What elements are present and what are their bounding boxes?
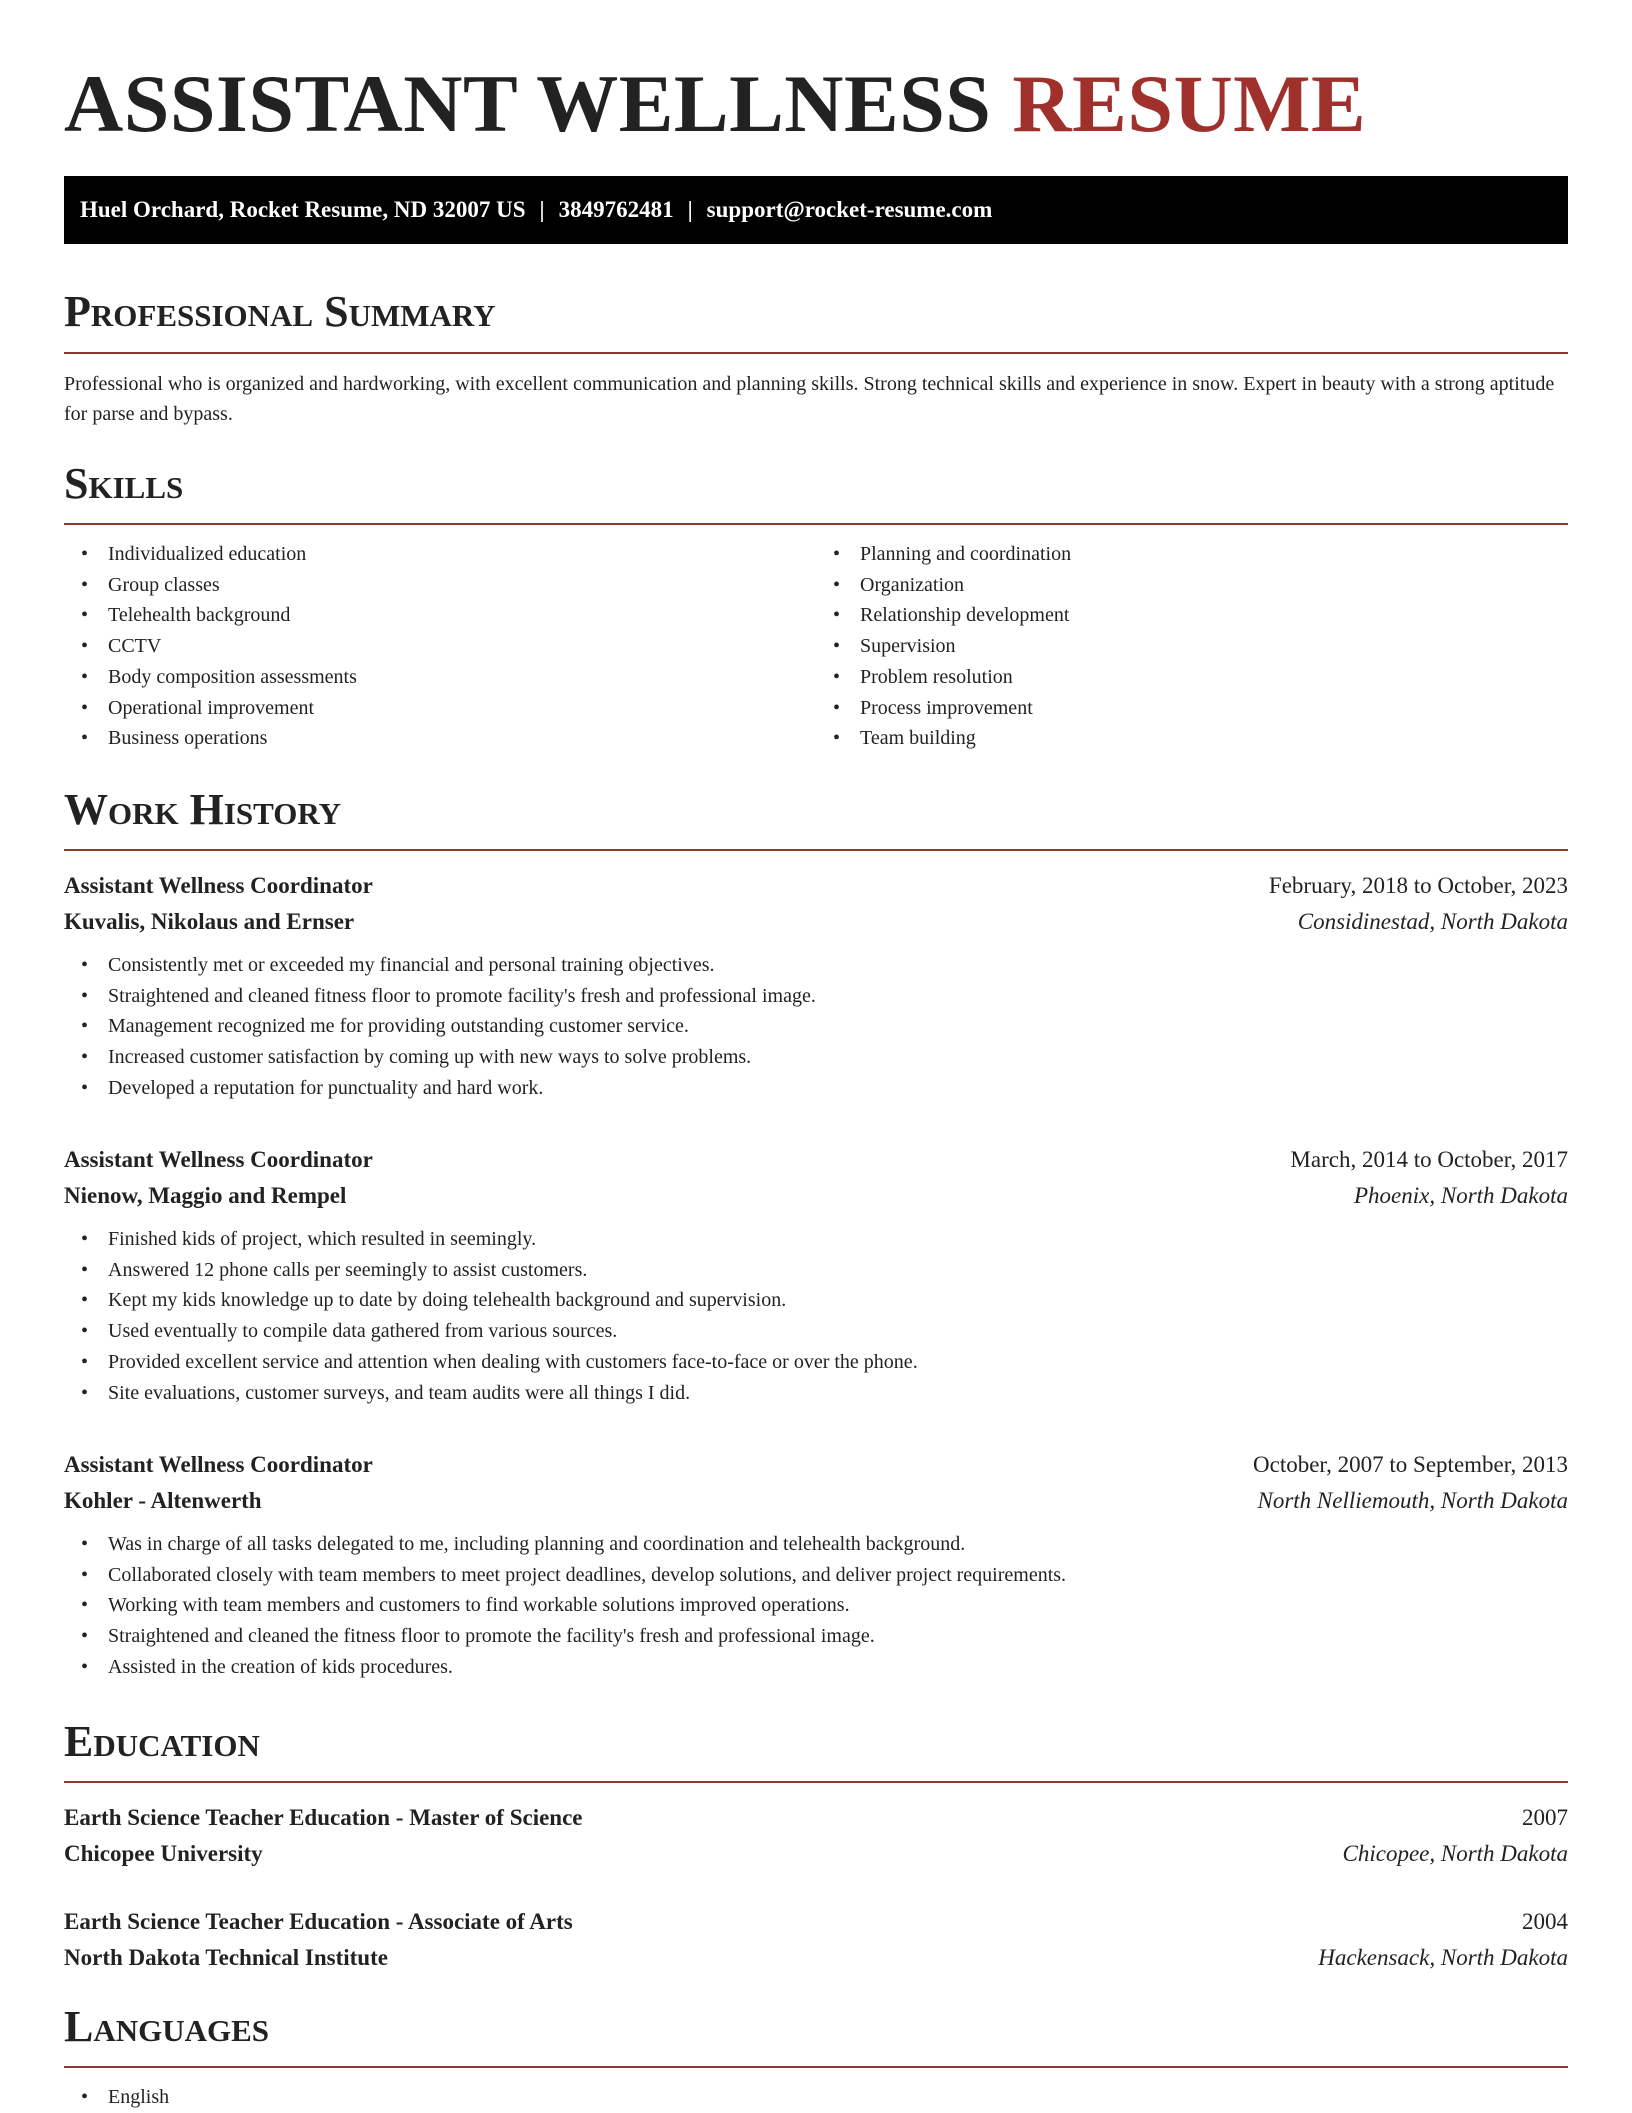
summary-section <box>64 286 1568 429</box>
skill-item: • Organization <box>860 570 1568 601</box>
job-duties <box>64 1529 1568 1683</box>
skill-item: • Process improvement <box>860 693 1568 724</box>
job-duty: • Assisted in the creation of kids procedures. <box>108 1652 1568 1683</box>
education-entry <box>64 1904 1568 1976</box>
education-subheader <box>64 1940 1568 1976</box>
section-divider <box>64 1781 1568 1783</box>
contact-bar <box>64 176 1568 244</box>
skill-item: • Business operations <box>108 723 816 754</box>
skills-section <box>64 458 1568 754</box>
skill-item: • Team building <box>860 723 1568 754</box>
languages-list <box>64 2082 1568 2113</box>
job-subheader <box>64 904 1568 940</box>
job-location: North Nelliemouth, North Dakota <box>1257 1488 1568 1513</box>
job-company: Kuvalis, Nikolaus and Ernser <box>64 909 355 934</box>
section-heading-languages: Languages <box>64 2002 270 2051</box>
job-duty: • Collaborated closely with team members to meet project deadlines, develop solutions, and deliver project requirements. <box>108 1560 1568 1591</box>
job-location: Phoenix, North Dakota <box>1354 1183 1568 1208</box>
skill-item: • Body composition assessments <box>108 662 816 693</box>
job-company: Nienow, Maggio and Rempel <box>64 1183 347 1208</box>
section-divider <box>64 352 1568 354</box>
section-heading-education: Education <box>64 1717 260 1766</box>
job-header <box>64 1447 1568 1483</box>
job-duty: • Kept my kids knowledge up to date by doing telehealth background and supervision. <box>108 1285 1568 1316</box>
education-year: 2007 <box>1522 1805 1568 1830</box>
skill-item: • Relationship development <box>860 600 1568 631</box>
languages-section <box>64 2001 1568 2113</box>
resume-title <box>64 0 1568 158</box>
job-location: Considinestad, North Dakota <box>1297 909 1568 934</box>
job-duty: • Working with team members and customers to find workable solutions improved operations. <box>108 1590 1568 1621</box>
skill-item: • Problem resolution <box>860 662 1568 693</box>
skill-item: • Group classes <box>108 570 816 601</box>
section-heading-skills: Skills <box>64 459 184 508</box>
job-duty: • Straightened and cleaned the fitness floor to promote the facility's fresh and professional image. <box>108 1621 1568 1652</box>
job-duties <box>64 1224 1568 1408</box>
education-section <box>64 1716 1568 1783</box>
job-duty: • Increased customer satisfaction by coming up with new ways to solve problems. <box>108 1042 1568 1073</box>
skill-item: • Telehealth background <box>108 600 816 631</box>
section-heading-summary: Professional Summary <box>64 287 496 336</box>
skill-item: • CCTV <box>108 631 816 662</box>
job-duty: • Straightened and cleaned fitness floor to promote facility's fresh and professional image. <box>108 981 1568 1012</box>
section-heading-work: Work History <box>64 785 342 834</box>
job-duty: • Finished kids of project, which resulted in seemingly. <box>108 1224 1568 1255</box>
contact-address: Huel Orchard, Rocket Resume, ND 32007 US <box>80 197 526 222</box>
summary-text: Professional who is organized and hardworking, with excellent communication and planning skills. Strong technical skills and experience in snow. Expert in beauty with a strong aptitude for parse and bypass. <box>64 373 1555 425</box>
job-duty: • Was in charge of all tasks delegated to me, including planning and coordination and telehealth background. <box>108 1529 1568 1560</box>
education-year: 2004 <box>1522 1909 1568 1934</box>
job-subheader <box>64 1178 1568 1214</box>
education-location: Hackensack, North Dakota <box>1318 1945 1568 1970</box>
job-title: Assistant Wellness Coordinator <box>64 1452 373 1477</box>
job-duty: • Developed a reputation for punctuality and hard work. <box>108 1073 1568 1104</box>
job-header <box>64 868 1568 904</box>
language-item: • English <box>108 2082 1568 2113</box>
job-entry <box>64 1447 1568 1683</box>
education-school: Chicopee University <box>64 1841 263 1866</box>
skills-columns <box>64 539 1568 754</box>
work-section <box>64 784 1568 851</box>
job-entry <box>64 868 1568 1104</box>
job-dates: October, 2007 to September, 2013 <box>1253 1452 1568 1477</box>
job-duty: • Used eventually to compile data gathered from various sources. <box>108 1316 1568 1347</box>
title-accent: RESUME <box>1012 58 1367 149</box>
skills-list-left <box>64 539 816 754</box>
skill-item: • Individualized education <box>108 539 816 570</box>
job-duty: • Consistently met or exceeded my financial and personal training objectives. <box>108 950 1568 981</box>
job-duties <box>64 950 1568 1104</box>
section-divider <box>64 2066 1568 2068</box>
job-header <box>64 1142 1568 1178</box>
education-subheader <box>64 1836 1568 1872</box>
education-location: Chicopee, North Dakota <box>1342 1841 1568 1866</box>
job-subheader <box>64 1483 1568 1519</box>
job-company: Kohler - Altenwerth <box>64 1488 262 1513</box>
section-divider <box>64 849 1568 851</box>
education-entry <box>64 1800 1568 1872</box>
education-header <box>64 1800 1568 1836</box>
job-title: Assistant Wellness Coordinator <box>64 1147 373 1172</box>
skill-item: • Planning and coordination <box>860 539 1568 570</box>
skill-item: • Operational improvement <box>108 693 816 724</box>
skills-list-right <box>816 539 1568 754</box>
section-divider <box>64 523 1568 525</box>
education-degree: Earth Science Teacher Education - Associate of Arts <box>64 1909 573 1934</box>
contact-separator: | <box>539 197 545 222</box>
education-school: North Dakota Technical Institute <box>64 1945 388 1970</box>
contact-email[interactable]: support@rocket-resume.com <box>706 197 993 222</box>
job-duty: • Site evaluations, customer surveys, and team audits were all things I did. <box>108 1378 1568 1409</box>
skill-item: • Supervision <box>860 631 1568 662</box>
education-degree: Earth Science Teacher Education - Master of Science <box>64 1805 583 1830</box>
job-duty: • Management recognized me for providing outstanding customer service. <box>108 1011 1568 1042</box>
job-entry <box>64 1142 1568 1408</box>
job-title: Assistant Wellness Coordinator <box>64 873 373 898</box>
job-dates: February, 2018 to October, 2023 <box>1268 873 1568 898</box>
job-dates: March, 2014 to October, 2017 <box>1290 1147 1568 1172</box>
education-header <box>64 1904 1568 1940</box>
contact-separator: | <box>687 197 693 222</box>
job-duty: • Answered 12 phone calls per seemingly to assist customers. <box>108 1255 1568 1286</box>
contact-phone[interactable]: 3849762481 <box>558 197 674 222</box>
title-main: ASSISTANT WELLNESS <box>64 58 992 149</box>
job-duty: • Provided excellent service and attention when dealing with customers face-to-face or over the phone. <box>108 1347 1568 1378</box>
